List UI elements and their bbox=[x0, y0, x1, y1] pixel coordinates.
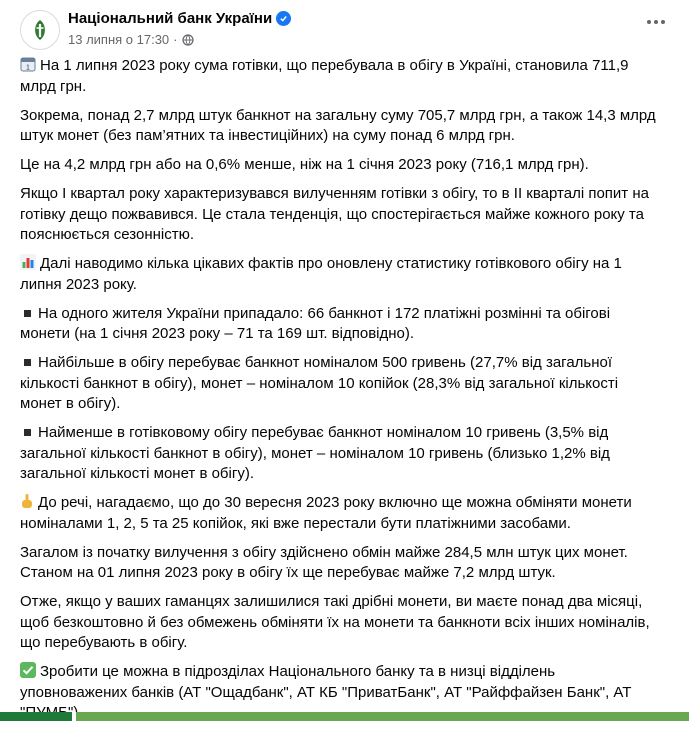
avatar[interactable] bbox=[20, 10, 60, 50]
check-mark-icon bbox=[20, 662, 36, 678]
image-strip-segment bbox=[0, 712, 72, 721]
nbu-logo-icon bbox=[27, 17, 53, 43]
post-meta bbox=[68, 32, 194, 47]
paragraph-text: Загалом із початку вилучення з обігу здійснено обмін майже 284,5 млн штук цих монет. Станом на 01 липня 2023 року в обігу їх ще перебуває майже 7,2 млрд штук. bbox=[20, 543, 628, 581]
more-options-icon[interactable] bbox=[642, 12, 670, 32]
paragraph-text: Зробити це можна в підрозділах Національного банку та в низці відділень уповноважених банків (АТ "Ощадбанк", АТ КБ "ПриватБанк", АТ "Райффайзен Банк", АТ bbox=[20, 663, 632, 701]
globe-icon bbox=[182, 34, 194, 46]
paragraph-text: Отже, якщо у ваших гаманцях залишилися такі дрібні монети, ви маєте понад два місяці, щоб безкоштовно й без обмежень обміняти їх на монети та банкноти всіх інших номіналів, що перебувають в обігу. bbox=[20, 593, 650, 651]
paragraph-text: Зокрема, понад 2,7 млрд штук банкнот на загальну суму 705,7 млрд грн, а також 14,3 млрд штук монет (без пам’ятних та інвестиційних) на суму понад 6 млрд грн. bbox=[20, 106, 656, 144]
post-image-strip[interactable] bbox=[0, 712, 689, 721]
post-paragraph bbox=[20, 155, 660, 176]
bar-chart-icon bbox=[20, 254, 36, 270]
meta-separator: · bbox=[173, 32, 178, 47]
post-paragraph bbox=[20, 353, 660, 415]
post-timestamp[interactable]: 13 липня о 17:30 bbox=[68, 32, 170, 47]
post-paragraph bbox=[20, 56, 660, 97]
post-paragraph bbox=[20, 592, 660, 654]
post-paragraph bbox=[20, 543, 660, 584]
paragraph-text: На одного жителя України припадало: 66 банкнот і 172 платіжні розмінні та обігові монети (на 1 січня 2023 року – 71 та 169 шт. відповідно). bbox=[20, 304, 611, 342]
post-paragraph bbox=[20, 184, 660, 246]
svg-text:1: 1 bbox=[26, 64, 30, 72]
square-bullet-icon bbox=[20, 306, 34, 320]
paragraph-text: Найменше в готівковому обігу перебуває банкнот номіналом 10 гривень (3,5% від загальної кількості банкнот в обігу), монет – номіналом 10 гривень (близько 1,2% від загальної кількості монет в обігу). bbox=[20, 424, 610, 482]
paragraph-text: На 1 липня 2023 року сума готівки, що перебувала в обігу в Україні, становила 711,9 млрд грн. bbox=[20, 57, 629, 95]
image-strip-segment bbox=[76, 712, 689, 721]
pointing-hand-icon bbox=[20, 493, 34, 509]
post-body bbox=[20, 56, 660, 732]
square-bullet-icon bbox=[20, 425, 34, 439]
verified-badge-icon bbox=[276, 11, 291, 26]
post-header bbox=[20, 8, 670, 52]
page-name-link[interactable] bbox=[68, 10, 291, 27]
post-paragraph bbox=[20, 106, 660, 147]
paragraph-text: Це на 4,2 млрд грн або на 0,6% менше, ніж на 1 січня 2023 року (716,1 млрд грн). bbox=[20, 156, 589, 173]
page-name[interactable]: Національний банк України bbox=[68, 10, 273, 27]
post-paragraph bbox=[20, 493, 660, 534]
paragraph-text: Якщо І квартал року характеризувався вилученням готівки з обігу, то в ІІ кварталі попит на готівку дещо пожвавився. Це стала тенденція, що спостерігається майже кожного року та пояснюється сезонністю. bbox=[20, 185, 649, 243]
post-paragraph bbox=[20, 423, 660, 485]
square-bullet-icon bbox=[20, 355, 34, 369]
paragraph-text: Найбільше в обігу перебуває банкнот номіналом 500 гривень (27,7% від загальної кількості банкнот в обігу), монет – номіналом 10 копійок (28,3% від загальної кількості монет в обігу). bbox=[20, 354, 619, 412]
paragraph-text: До речі, нагадаємо, що до 30 вересня 2023 року включно ще можна обміняти монети номіналами 1, 2, 5 та 25 копійок, які вже перестали бути платіжними засобами. bbox=[20, 494, 632, 532]
calendar-icon bbox=[20, 56, 36, 72]
paragraph-text: Далі наводимо кілька цікавих фактів про оновлену статистику готівкового обігу на 1 липня 2023 року. bbox=[20, 255, 622, 293]
post-paragraph bbox=[20, 304, 660, 345]
post-paragraph bbox=[20, 254, 660, 295]
